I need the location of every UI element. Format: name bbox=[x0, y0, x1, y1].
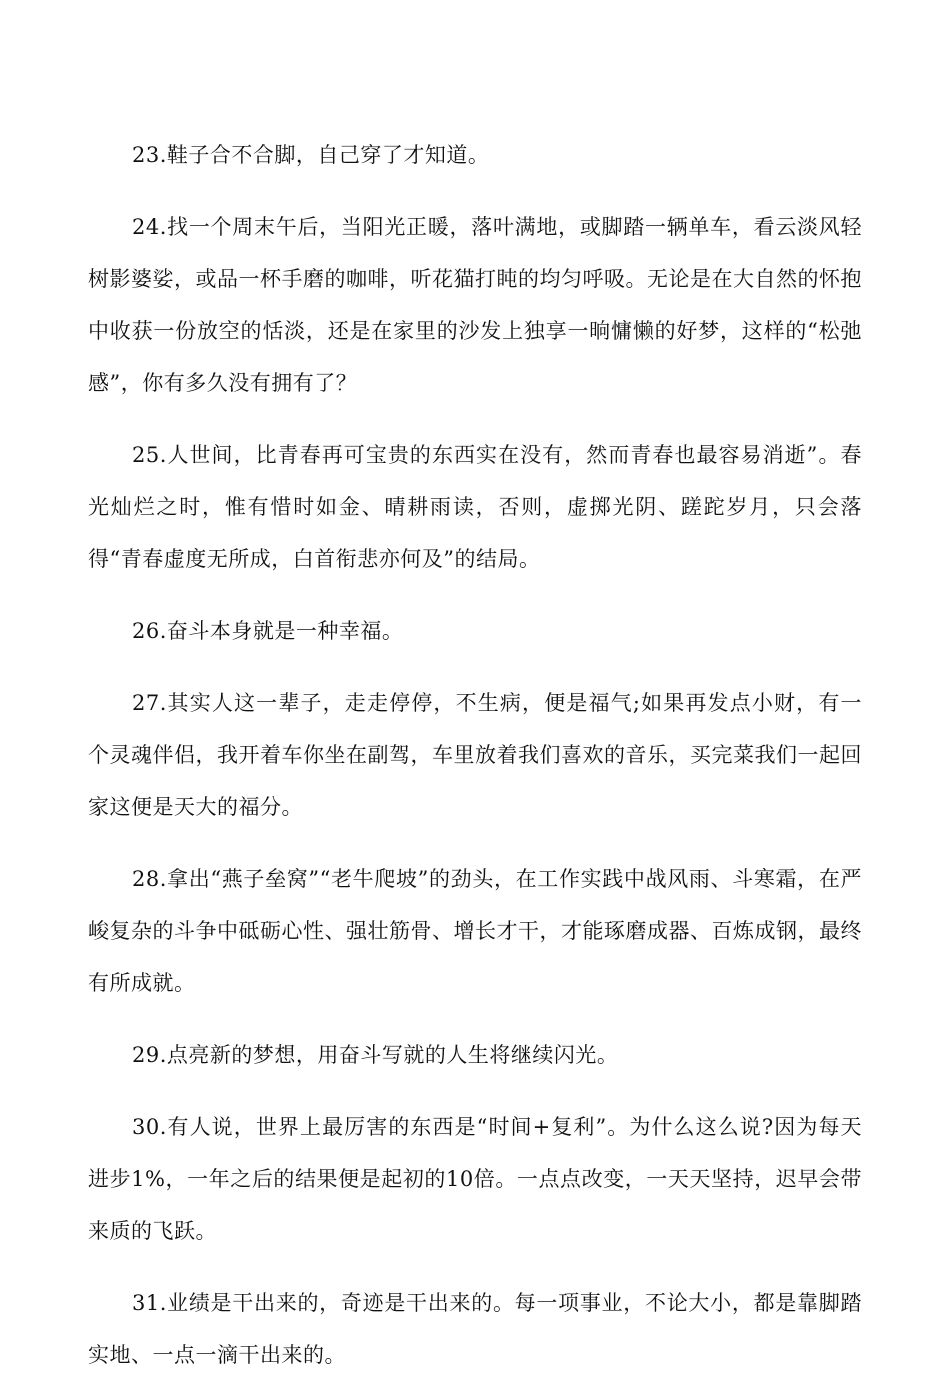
paragraph-30: 30.有人说，世界上最厉害的东西是“时间+复利”。为什么这么说?因为每天进步1%，一年之后的结果便是起初的10倍。一点点改变，一天天坚持，迟早会带来质的飞跃。 bbox=[88, 1115, 862, 1243]
paragraph-25: 25.人世间，比青春再可宝贵的东西实在没有，然而青春也最容易消逝”。春光灿烂之时，惟有惜时如金、晴耕雨读，否则，虚掷光阴、蹉跎岁月，只会落得“青春虚度无所成，白首衔悲亦何及”的结局。 bbox=[88, 443, 862, 571]
paragraph-27: 27.其实人这一辈子，走走停停，不生病，便是福气;如果再发点小财，有一个灵魂伴侣，我开着车你坐在副驾，车里放着我们喜欢的音乐，买完菜我们一起回家这便是天大的福分。 bbox=[88, 691, 862, 819]
document-body bbox=[88, 129, 862, 1381]
paragraph-31: 31.业绩是干出来的，奇迹是干出来的。每一项事业，不论大小，都是靠脚踏实地、一点一滴干出来的。 bbox=[88, 1291, 862, 1367]
paragraph-28: 28.拿出“燕子垒窝”“老牛爬坡”的劲头，在工作实践中战风雨、斗寒霜，在严峻复杂的斗争中砥砺心性、强壮筋骨、增长才干，才能琢磨成器、百炼成钢，最终有所成就。 bbox=[88, 867, 862, 995]
paragraph-23: 23.鞋子合不合脚，自己穿了才知道。 bbox=[132, 143, 490, 167]
paragraph-26: 26.奋斗本身就是一种幸福。 bbox=[132, 619, 404, 643]
paragraph-29: 29.点亮新的梦想，用奋斗写就的人生将继续闪光。 bbox=[132, 1043, 619, 1067]
paragraph-24: 24.找一个周末午后，当阳光正暖，落叶满地，或脚踏一辆单车，看云淡风轻树影婆娑，或品一杯手磨的咖啡，听花猫打盹的均匀呼吸。无论是在大自然的怀抱中收获一份放空的恬淡，还是在家里的沙发上独享一晌慵懒的好梦，这样的“松弛感”，你有多久没有拥有了？ bbox=[88, 215, 862, 395]
